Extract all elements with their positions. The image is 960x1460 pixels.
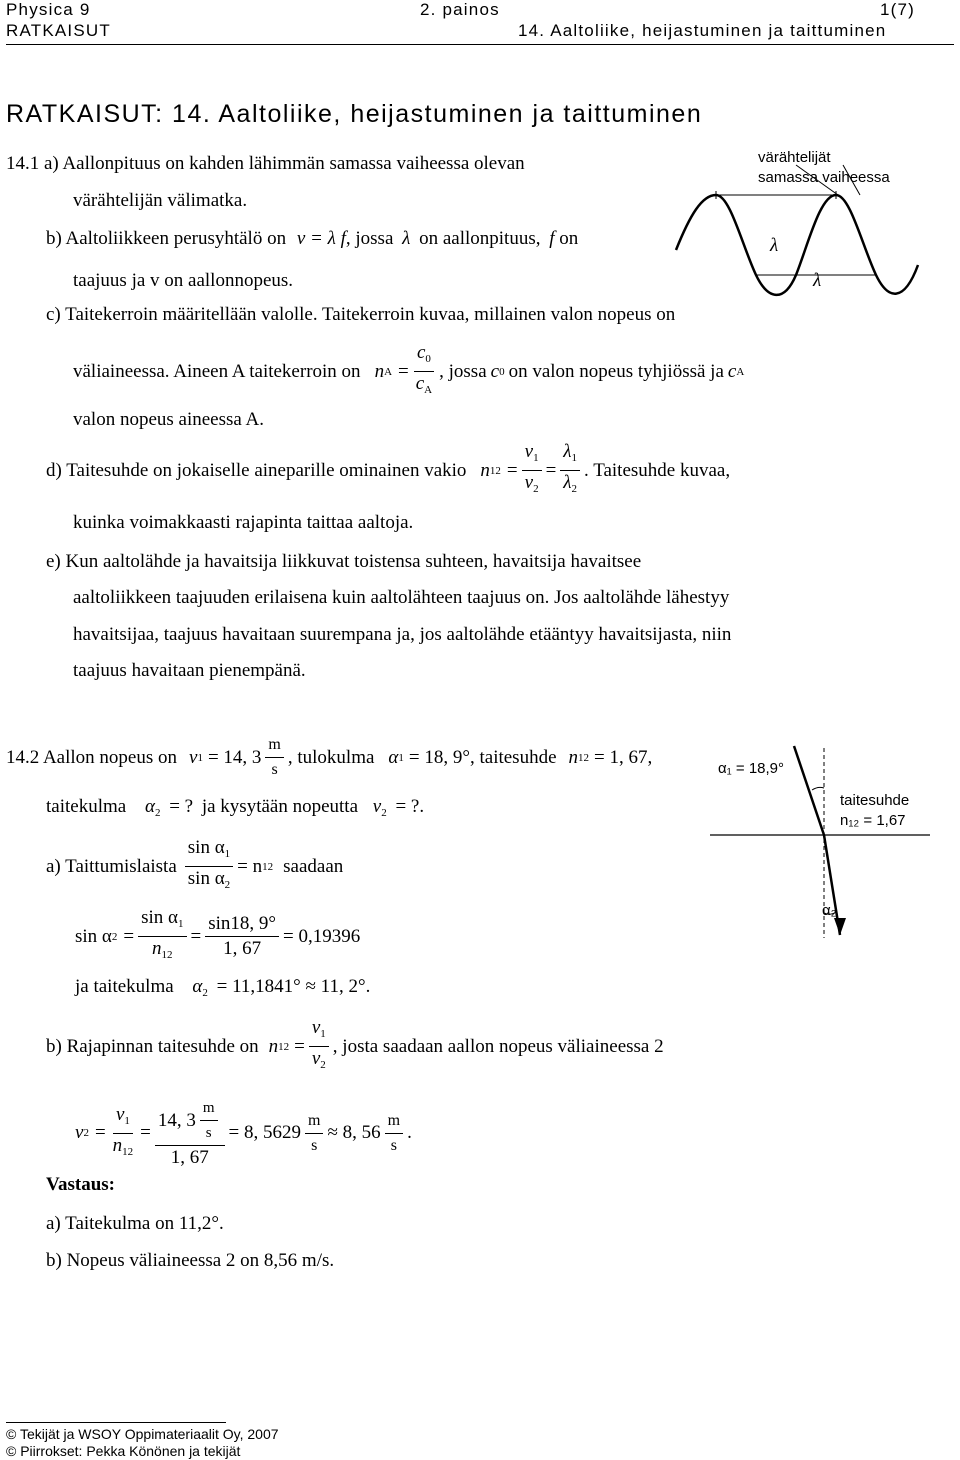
q142-intro: 14.2 Aallon nopeus on v 1 = 14, 3 $\frac{m}{s}$ , tulokulma α 1 = 18, 9° , taitesuhde n 12 = 1, 67 , (6, 736, 653, 778)
q141-d-line2: kuinka voimakkaasti rajapinta taittaa aaltoja. (73, 512, 414, 533)
q141-c-line2: väliaineessa. Aineen A taitekerroin on n A = $\frac{c_0}{c_A}$ , jossa c 0 on valon nopeus tyhjiössä ja c A (73, 343, 744, 400)
q142-calc-fraction2: $\frac{\sin 18, 9^\circ}{1, 67}$ (205, 914, 279, 959)
q141-c-fraction: $\frac{c_0}{c_A}$ (415, 342, 433, 396)
header-edition: 2. painos (420, 0, 500, 19)
wave-label-line2: samassa vaiheessa (758, 169, 890, 186)
header-rule (6, 44, 954, 45)
q142-b-line: b) Rajapinnan taitesuhde on n 12 = $\frac{v_1}{v_2}$ , josta saadaan aallon nopeus väliaineessa 2 (46, 1018, 664, 1075)
q141-c-line1: c) Taitekerroin määritellään valolle. Taitekerroin kuvaa, millainen valon nopeus on (46, 304, 676, 325)
q142-unit-ms-2: $\frac{m}{s}$ (305, 1111, 323, 1156)
page-title: RATKAISUT: 14. Aaltoliike, heijastuminen ja taittuminen (6, 100, 703, 128)
q142-angle-result: ja taitekulma $\alpha_2 = 11,1841^\circ \approx 11$, 2°. (75, 976, 371, 999)
q142-unit-ms: $\frac{m}{s}$ (265, 735, 283, 780)
fig-alpha1-label: α₁ = 18,9° (718, 760, 785, 777)
footer-rule (6, 1422, 226, 1423)
q141-e-line1: e) Kun aaltolähde ja havaitsija liikkuvat toistensa suhteen, havaitsija havaitsee (46, 551, 642, 572)
wave-curve (676, 195, 918, 295)
fig-alpha2-label: α₂ (822, 902, 837, 919)
answer-heading: Vastaus: (46, 1174, 115, 1195)
q141-a-line2: värähtelijän välimatka. (73, 190, 248, 211)
q142-line2: taitekulma $\alpha_2$ = ? ja kysytään nopeutta $v_2$ = ?. (46, 796, 425, 819)
q141-a-line1: 14.1 a) Aallonpituus on kahden lähimmän samassa vaiheessa olevan (6, 153, 525, 174)
footer-illustrations: © Piirrokset: Pekka Könönen ja tekijät (6, 1443, 241, 1459)
q142-a-calc: sin α 2 = $\frac{\sin \alpha_1}{n_{12}}$ = $\frac{\sin 18, 9^\circ}{1, 67}$ = 0,19396 (75, 908, 360, 965)
q141-d-line1: d) Taitesuhde on jokaiselle aineparille ominainen vakio n 12 = $\frac{v_1}{v_2}$ = $\frac{\lambda_1}{\lambda_2}$ . Taitesuhde kuvaa, (46, 442, 730, 499)
q141-e-line4: taajuus havaitaan pienempänä. (73, 660, 306, 681)
header-section: RATKAISUT (6, 21, 111, 40)
wave-lambda-upper: λ (770, 235, 779, 256)
q142-a-law: a) Taittumislaista $\frac{\sin \alpha_1}{\sin \alpha_2}$ = n 12 saadaan (46, 838, 343, 895)
q142-unit-ms-3: $\frac{m}{s}$ (385, 1111, 403, 1156)
wave-drawing (668, 145, 928, 325)
q142-a-fraction: $\frac{\sin \alpha_1}{\sin \alpha_2}$ (185, 838, 233, 895)
q142-b-calc-fraction1: $\frac{v_1}{n_{12}}$ (112, 1103, 134, 1158)
q141-e-line3: havaitsijaa, taajuus havaitaan suurempana ja, jos aaltolähde etääntyy havaitsijasta, niin (73, 624, 732, 645)
answer-a: a) Taitekulma on 11,2°. (46, 1213, 224, 1234)
q141-e-line2: aaltoliikkeen taajuuden erilaisena kuin aaltolähteen taajuus on. Jos aaltolähde lähestyy (73, 587, 730, 608)
wave-pointer-right (843, 165, 860, 195)
q141-b-line1: b) Aaltoliikkeen perusyhtälö on v = λ f, jossa λ on aallonpituus, f on (46, 228, 579, 249)
q142-calc-fraction1: $\frac{\sin \alpha_1}{n_{12}}$ (138, 908, 186, 965)
fig-taitesuhde-line1: taitesuhde (840, 792, 910, 809)
q141-d-fraction-v: $\frac{v_1}{v_2}$ (522, 442, 542, 499)
header-book-title: Physica 9 (6, 0, 91, 19)
incident-ray (794, 746, 824, 835)
wave-label-line1: värähtelijät (758, 149, 831, 166)
ray-arrow (834, 918, 846, 935)
q141-b-line2: taajuus ja v on aallonnopeus. (73, 270, 294, 291)
refraction-figure (700, 728, 940, 948)
q142-b-calc-fraction2: 14, 3 $\frac{m}{s}$ 1, 67 (155, 1098, 225, 1168)
q141-d-fraction-lambda: $\frac{\lambda_1}{\lambda_2}$ (560, 442, 580, 499)
wave-lambda-lower: λ (813, 270, 822, 291)
q141-c-line3: valon nopeus aineessa A. (73, 409, 265, 430)
q142-b-fraction: $\frac{v_1}{v_2}$ (309, 1018, 329, 1075)
wave-figure (668, 145, 928, 325)
q142-b-calc: v 2 = $\frac{v_1}{n_{12}}$ = 14, 3 $\frac{m}{s}$ 1, 67 = 8, 5629 $\frac{m}{s}$ ≈ 8, 56 $\frac{m}{s}$ . (75, 1100, 412, 1168)
footer-copyright: © Tekijät ja WSOY Oppimateriaalit Oy, 2007 (6, 1426, 279, 1442)
header-page-number: 1(7) (880, 0, 916, 19)
answer-b: b) Nopeus väliaineessa 2 on 8,56 m/s. (46, 1250, 335, 1271)
wave-pointer-left (796, 165, 838, 195)
header-chapter: 14. Aaltoliike, heijastuminen ja taittuminen (518, 21, 887, 40)
fig-taitesuhde-line2: n₁₂ = 1,67 (840, 812, 906, 829)
